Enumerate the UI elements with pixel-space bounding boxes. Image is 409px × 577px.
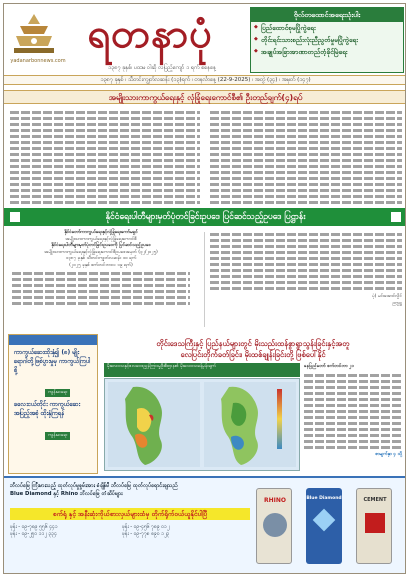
sidebox-tag: ကျန်းမာရေး [45, 432, 70, 440]
banner-ornament-icon [10, 212, 20, 222]
banner-ornament-icon [391, 212, 401, 222]
slogan-item: ◆ ပြည်ထောင်စုမပြိုကွဲရေး [251, 22, 403, 34]
ad-text [10, 482, 250, 498]
article-1-headline[interactable]: အမျိုးသားကာကွယ်ရေးနှင့် လုံခြုံရေးကောင်စီ၏ ဦးတည်ချက်(၄)ရပ် [4, 90, 406, 104]
article-2-headline-banner [4, 208, 406, 226]
signature: ပုံ) မင်းအောင်လှိုင် [371, 294, 402, 299]
slogan-heading: ဗိုလ်တထောင်အရေးသုံးပါး [251, 8, 403, 22]
article-1-column-right [210, 108, 402, 207]
sidebox-text: ကာကွယ်ဆေးထိုးနှံ၍ (၈) မျိုးရောဂါတို့ဖြစ်ပွားမှုမှ ကာကွယ်ကြပါစို့ [14, 349, 91, 374]
weather-headline-line-2: လေပြင်းတိုက်ခတ်ခြင်း၊ မိုးထစ်ချုန်းခြင်းတို့ ဖြစ်ပေါ်နိုင် [180, 350, 326, 359]
sidebox-tag: ကျန်းမာရေး [45, 389, 70, 397]
ad-highlight: စက်ရုံ နှင့် အနီးဆုံးကိုယ်စားလှယ်များထံမှ တိုက်ရိုက်ဝယ်ယူနိုင်ပါပြီ [10, 508, 250, 520]
cement-bag-rhino [256, 488, 292, 564]
statement-body [12, 272, 190, 305]
statement-line: နိုင်ငံရေးပါတီများမှတ်ပုံတင်ခြင်းဥပဒေကို ပြင်ဆင်သည့်ဥပဒေ [51, 243, 151, 248]
statement-line: ၁၃၈၇ ခုနှစ် သီတင်းကျွတ်လဆန်း ၁၀ ရက် [65, 256, 137, 261]
slogan-item: ◆ တိုင်းရင်းသားစည်းလုံးညီညွတ်မှုမပြိုကွဲရေး [251, 34, 403, 46]
brand-label: RHINO [264, 497, 286, 504]
article-2-column-right [210, 230, 402, 307]
law-statement [12, 230, 190, 308]
statement-line: (၂၀၂၅ ခုနှစ် စက်တင်ဘာလ ၁၉ ရက်) [69, 262, 133, 268]
continue-link[interactable]: စာမျက်နှာ ၄ သို့ [375, 451, 402, 457]
newspaper-title: ရတနာပုံ [87, 10, 213, 57]
diamond-logo-icon [313, 509, 336, 532]
weather-article-text [304, 364, 402, 458]
ad-contact: ဖုန်း - ၀၉-၂၅၀ ၁၁၂ ၃၃၄ [10, 531, 57, 537]
cement-advertisement[interactable] [4, 476, 406, 574]
newspaper-front-page [3, 3, 406, 574]
statement-line: နိုင်ငံတော်ကာကွယ်ရေးနှင့်လုံခြုံရေးကော်မရှင် [64, 230, 138, 235]
statement-line: အမျိုးသားကာကွယ်ရေးနှင့်လုံခြုံရေးကောင်စီဥပဒေအမှတ် (၃၂/၂၀၂၅) [44, 249, 158, 255]
map-panel-left [108, 382, 200, 467]
ad-contact: ဖုန်း - ၀၉-၇၇၈ ၈၉၀ ၁၂၃ [122, 531, 170, 537]
brand-label: Blue Diamond [306, 496, 342, 501]
issue-line-1: ၁၃၈၇ ခုနှစ်၊ ပထမ ဝါဆို လပြည့်ကျော် ၁ ရက် စနေနေ့ [108, 65, 216, 71]
site-url[interactable]: yadanarbonnews.com [10, 58, 66, 64]
map-panel-right [204, 382, 296, 467]
map-caption: မိုးလေဝသနှင့်ဇလဗေဒညွှန်ကြားမှုဦးစီးဌာန၏ မိုးလေဝသခန့်မှန်းချက် [104, 363, 300, 377]
sidebox-header [9, 335, 97, 345]
slogan-box [250, 7, 404, 73]
masthead [4, 4, 406, 86]
rhino-logo-icon [263, 513, 287, 537]
ad-contact: ဖုန်း - ၀၉-၇၈၉ ၅၅၆ ၄၄၁ [10, 524, 58, 530]
weather-byline: နေပြည်တော် စက်တင်ဘာ ၂၁ [304, 364, 355, 369]
brand-logo-icon [365, 513, 385, 533]
slogan-item: ◆ အချုပ်အခြာအာဏာတည်တံ့ခိုင်မြဲရေး [251, 46, 403, 58]
cement-bag-generic [356, 488, 392, 564]
issue-line-2: ၁၃၈၇ ခုနှစ် ၊ သီတင်းကျွတ်လဆန်း (၁၃)ရက် ၊ တနင်္လာနေ့ (22-9-2025) ၊ အတွဲ (၃၄) ၊ အမှတ် (၁၄၇) [4, 75, 406, 85]
weather-headline[interactable] [104, 338, 402, 362]
cement-bag-blue-diamond [306, 488, 342, 564]
brand-label: CEMENT [363, 497, 387, 503]
statement-line: အမျိုးသားကာကွယ်ရေးနှင့်လုံခြုံရေးကောင်စီ [65, 236, 137, 242]
ad-line-2: Blue Diamond နှင့် Rhino ဘိလပ်မြေ တံဆိပ်များ [10, 491, 123, 497]
article-2-headline[interactable]: နိုင်ငံရေးပါတီများမှတ်ပုံတင်ခြင်းဥပဒေ ပြင်ဆင်သည့်ဥပဒေ ပြဋ္ဌာန်း [105, 212, 306, 222]
ad-contacts [10, 524, 250, 538]
signature-title: ဥက္ကဋ္ဌ [392, 300, 402, 306]
weather-map-image [105, 379, 299, 470]
health-sidebox [8, 334, 98, 474]
column-divider [204, 232, 205, 327]
sidebox-text-2: ခလေးငယ်တိုင်း ကာကွယ်ဆေး အပြည့်အစုံ ထိုးနှံကြရန် [14, 401, 81, 417]
ad-contact: ဖုန်း - ၀၉-၄၅၆ ၇၈၉ ၀၁၂ [122, 524, 170, 530]
weather-map-figure [104, 378, 300, 471]
weather-headline-line-1: တိုင်းဒေသကြီးနှင့် ပြည်နယ်များတွင် မိုးသည်းထန်စွာရွာသွန်းခြင်းနှင့်အတူ [156, 339, 350, 348]
ad-line-1: ဘိလပ်မြေ ကြီးမားသည့် ထုတ်လုပ်မှုစွမ်းအား စံချိန်မီ ဘိလပ်မြေ ထုတ်လုပ်ရောင်းချသည် [10, 483, 178, 489]
article-1-column-left [10, 108, 200, 207]
emblem-icon [10, 12, 58, 56]
